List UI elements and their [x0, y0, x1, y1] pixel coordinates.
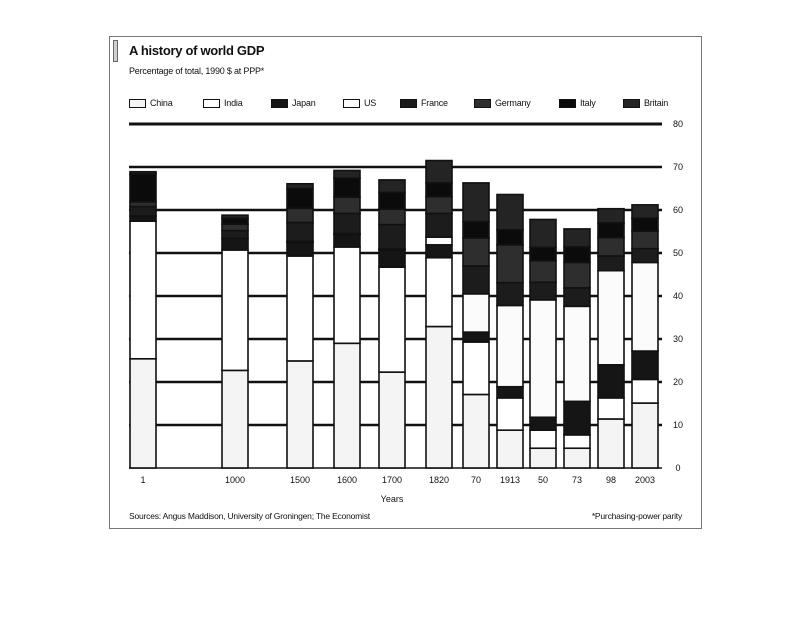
bar-india-73: [564, 435, 590, 448]
bar-britain-70: [463, 183, 489, 222]
bar-india-1500: [287, 256, 313, 361]
bar-china-73: [564, 448, 590, 468]
bar-china-1: [130, 359, 156, 468]
bar-germany-1500: [287, 208, 313, 222]
x-tick-label-1913: 1913: [499, 475, 521, 485]
bar-japan-1700: [379, 250, 405, 268]
bar-us-98: [598, 271, 624, 365]
x-tick-label-70: 70: [470, 475, 482, 485]
bar-india-1000: [222, 250, 248, 370]
bar-britain-1913: [497, 195, 523, 230]
legend-label-india: India: [224, 98, 243, 108]
bar-china-98: [598, 419, 624, 468]
bar-britain-2003: [632, 205, 658, 218]
bar-us-50: [530, 300, 556, 417]
x-tick-label-1500: 1500: [289, 475, 311, 485]
y-tick-label-50: 50: [672, 248, 684, 258]
bar-japan-1600: [334, 235, 360, 247]
bar-us-70: [463, 294, 489, 332]
y-tick-label-70: 70: [672, 162, 684, 172]
x-tick-label-1: 1: [140, 475, 146, 485]
bar-japan-50: [530, 417, 556, 430]
x-tick-label-1820: 1820: [428, 475, 450, 485]
legend-label-britain: Britain: [644, 98, 669, 108]
bar-france-1: [130, 207, 156, 216]
bar-india-98: [598, 398, 624, 419]
bar-germany-2003: [632, 231, 658, 249]
bar-india-70: [463, 342, 489, 394]
bar-china-70: [463, 394, 489, 468]
bar-france-1700: [379, 225, 405, 250]
bar-germany-1600: [334, 197, 360, 213]
bar-britain-1700: [379, 180, 405, 192]
bar-us-1913: [497, 305, 523, 386]
bar-us-2003: [632, 262, 658, 351]
y-tick-label-20: 20: [672, 377, 684, 387]
x-tick-label-2003: 2003: [634, 475, 656, 485]
bar-germany-98: [598, 238, 624, 256]
bar-britain-1600: [334, 170, 360, 178]
bar-italy-73: [564, 247, 590, 262]
bar-france-70: [463, 266, 489, 294]
legend-label-france: France: [421, 98, 448, 108]
legend-label-italy: Italy: [580, 98, 596, 108]
x-tick-label-1000: 1000: [224, 475, 246, 485]
bar-india-1600: [334, 247, 360, 343]
bar-britain-1820: [426, 161, 452, 183]
bar-france-2003: [632, 249, 658, 263]
legend-label-japan: Japan: [292, 98, 316, 108]
bar-india-50: [530, 430, 556, 448]
x-tick-label-98: 98: [605, 475, 617, 485]
bar-us-1820: [426, 237, 452, 245]
chart-subtitle: Percentage of total, 1990 $ at PPP*: [129, 66, 265, 76]
bar-india-1: [130, 221, 156, 359]
bar-germany-1000: [222, 224, 248, 230]
bar-japan-1000: [222, 238, 248, 250]
bar-britain-98: [598, 209, 624, 223]
bar-japan-1820: [426, 245, 452, 258]
bar-italy-1: [130, 174, 156, 202]
bar-germany-50: [530, 261, 556, 283]
bar-britain-1000: [222, 215, 248, 218]
bar-china-50: [530, 448, 556, 468]
legend-label-us: US: [364, 98, 377, 108]
bar-italy-70: [463, 222, 489, 238]
bar-britain-50: [530, 219, 556, 247]
bar-india-1820: [426, 258, 452, 327]
bar-italy-2003: [632, 218, 658, 231]
bar-japan-2003: [632, 351, 658, 379]
x-tick-label-73: 73: [571, 475, 583, 485]
bar-france-1913: [497, 283, 523, 306]
x-tick-label-50: 50: [537, 475, 549, 485]
bar-france-1600: [334, 213, 360, 233]
bar-india-2003: [632, 379, 658, 403]
chart-title: A history of world GDP: [129, 43, 265, 58]
bar-britain-73: [564, 229, 590, 247]
y-tick-label-80: 80: [672, 119, 684, 129]
x-tick-label-1700: 1700: [381, 475, 403, 485]
bar-france-73: [564, 288, 590, 306]
bar-germany-1913: [497, 245, 523, 283]
bar-us-73: [564, 306, 590, 401]
bar-france-1500: [287, 222, 313, 241]
bar-france-1000: [222, 231, 248, 239]
bar-china-1600: [334, 343, 360, 468]
bar-japan-73: [564, 401, 590, 435]
bar-china-1000: [222, 370, 248, 468]
chart-footnote: *Purchasing-power parity: [591, 511, 682, 521]
legend-label-germany: Germany: [495, 98, 531, 108]
bar-japan-98: [598, 365, 624, 398]
y-tick-label-10: 10: [672, 420, 684, 430]
x-axis-title: Years: [380, 494, 404, 504]
bar-france-1820: [426, 213, 452, 237]
bar-italy-50: [530, 247, 556, 260]
bar-japan-70: [463, 332, 489, 342]
bar-japan-1913: [497, 387, 523, 398]
bar-italy-98: [598, 223, 624, 238]
y-tick-label-40: 40: [672, 291, 684, 301]
bar-india-1700: [379, 267, 405, 372]
bar-china-1700: [379, 372, 405, 468]
bar-china-1500: [287, 361, 313, 468]
y-tick-label-60: 60: [672, 205, 684, 215]
bar-germany-70: [463, 238, 489, 266]
bar-germany-73: [564, 262, 590, 287]
y-tick-label-0: 0: [675, 463, 681, 473]
bar-italy-1913: [497, 230, 523, 245]
bar-japan-1500: [287, 243, 313, 256]
bar-germany-1820: [426, 197, 452, 214]
bar-china-1820: [426, 327, 452, 468]
bar-italy-1820: [426, 183, 452, 197]
x-tick-label-1600: 1600: [336, 475, 358, 485]
bar-britain-1: [130, 172, 156, 174]
bar-italy-1600: [334, 178, 360, 197]
bar-france-50: [530, 282, 556, 300]
bar-germany-1700: [379, 209, 405, 224]
bar-china-2003: [632, 403, 658, 468]
bar-italy-1700: [379, 192, 405, 209]
y-tick-label-30: 30: [672, 334, 684, 344]
bar-italy-1500: [287, 189, 313, 209]
bar-britain-1500: [287, 184, 313, 189]
bar-italy-1000: [222, 218, 248, 224]
bar-france-98: [598, 256, 624, 271]
legend-label-china: China: [150, 98, 173, 108]
chart-source: Sources: Angus Maddison, University of Groningen; The Economist: [129, 511, 370, 521]
bar-china-1913: [497, 430, 523, 468]
bar-india-1913: [497, 398, 523, 430]
